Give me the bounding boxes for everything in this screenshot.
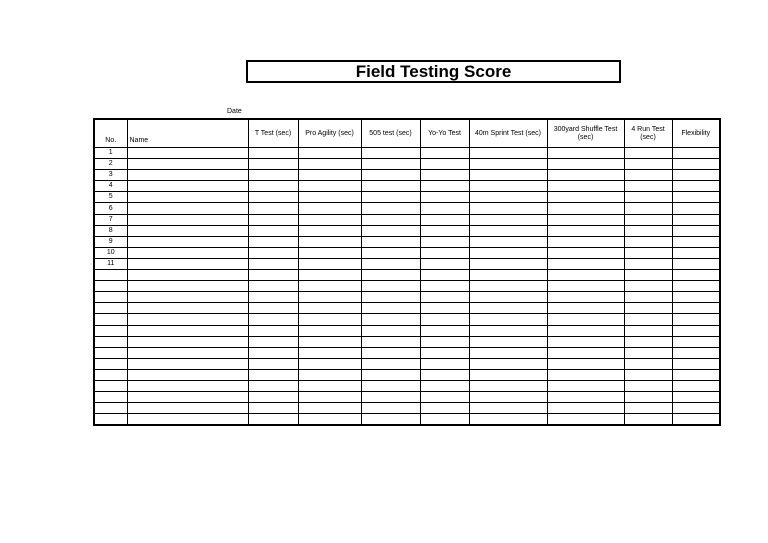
table-row: [94, 214, 720, 225]
table-cell[interactable]: [624, 159, 672, 170]
table-cell[interactable]: [624, 403, 672, 414]
table-cell[interactable]: [361, 325, 420, 336]
table-cell[interactable]: [624, 303, 672, 314]
table-cell[interactable]: [469, 303, 547, 314]
table-row: [94, 303, 720, 314]
row-number: [94, 314, 127, 325]
table-cell[interactable]: [420, 192, 469, 203]
table-cell[interactable]: [547, 148, 624, 159]
table-cell[interactable]: [547, 314, 624, 325]
date-label: Date: [227, 108, 242, 115]
table-cell[interactable]: [624, 236, 672, 247]
table-cell[interactable]: [298, 192, 361, 203]
table-row: [94, 225, 720, 236]
table-cell[interactable]: [547, 414, 624, 426]
table-cell[interactable]: [547, 281, 624, 292]
table-cell[interactable]: [547, 170, 624, 181]
row-number: 7: [94, 214, 127, 225]
column-header-t-test: T Test (sec): [248, 119, 298, 148]
table-cell[interactable]: [672, 203, 720, 214]
column-header-505-test: 505 test (sec): [361, 119, 420, 148]
table-cell[interactable]: [298, 414, 361, 426]
table-cell[interactable]: [420, 325, 469, 336]
table-cell[interactable]: [248, 380, 298, 391]
table-cell[interactable]: [624, 148, 672, 159]
table-row: [94, 336, 720, 347]
table-cell[interactable]: [248, 392, 298, 403]
row-number: [94, 403, 127, 414]
table-cell[interactable]: [248, 270, 298, 281]
table-row: [94, 148, 720, 159]
table-cell[interactable]: [361, 347, 420, 358]
table-cell[interactable]: [127, 380, 248, 391]
table-row: [94, 192, 720, 203]
table-cell[interactable]: [298, 358, 361, 369]
table-row: [94, 159, 720, 170]
table-cell[interactable]: [298, 203, 361, 214]
table-cell[interactable]: [624, 170, 672, 181]
row-number: [94, 325, 127, 336]
row-number: [94, 369, 127, 380]
table-cell[interactable]: [298, 292, 361, 303]
table-cell[interactable]: [624, 258, 672, 269]
table-cell[interactable]: [361, 192, 420, 203]
table-cell[interactable]: [127, 192, 248, 203]
table-cell[interactable]: [248, 414, 298, 426]
table-row: [94, 325, 720, 336]
table-cell[interactable]: [127, 403, 248, 414]
row-number: 10: [94, 247, 127, 258]
table-cell[interactable]: [298, 369, 361, 380]
row-number: [94, 358, 127, 369]
table-cell[interactable]: [248, 303, 298, 314]
table-cell[interactable]: [624, 192, 672, 203]
row-number: 2: [94, 159, 127, 170]
table-cell[interactable]: [624, 292, 672, 303]
table-cell[interactable]: [127, 258, 248, 269]
table-cell[interactable]: [127, 214, 248, 225]
table-cell[interactable]: [469, 392, 547, 403]
table-cell[interactable]: [672, 214, 720, 225]
table-cell[interactable]: [248, 225, 298, 236]
table-cell[interactable]: [547, 325, 624, 336]
table-cell[interactable]: [469, 270, 547, 281]
table-row: [94, 369, 720, 380]
table-cell[interactable]: [547, 247, 624, 258]
table-cell[interactable]: [547, 181, 624, 192]
table-cell[interactable]: [672, 358, 720, 369]
table-cell[interactable]: [469, 148, 547, 159]
table-cell[interactable]: [420, 347, 469, 358]
table-cell[interactable]: [127, 336, 248, 347]
table-cell[interactable]: [624, 369, 672, 380]
table-cell[interactable]: [298, 403, 361, 414]
table-cell[interactable]: [361, 236, 420, 247]
row-number: 4: [94, 181, 127, 192]
table-cell[interactable]: [298, 303, 361, 314]
table-cell[interactable]: [547, 380, 624, 391]
column-header-name: Name: [127, 119, 248, 148]
table-cell[interactable]: [248, 369, 298, 380]
table-cell[interactable]: [248, 181, 298, 192]
table-cell[interactable]: [672, 281, 720, 292]
table-cell[interactable]: [361, 369, 420, 380]
table-cell[interactable]: [248, 403, 298, 414]
column-header-300yard-shuffle: 300yard Shuffle Test (sec): [547, 119, 624, 148]
table-cell[interactable]: [420, 414, 469, 426]
sheet-title-text: Field Testing Score: [355, 61, 512, 81]
table-cell[interactable]: [672, 292, 720, 303]
table-cell[interactable]: [248, 281, 298, 292]
table-cell[interactable]: [298, 314, 361, 325]
table-cell[interactable]: [547, 303, 624, 314]
table-cell[interactable]: [672, 314, 720, 325]
table-cell[interactable]: [469, 292, 547, 303]
table-cell[interactable]: [547, 403, 624, 414]
row-number: [94, 347, 127, 358]
table-cell[interactable]: [547, 336, 624, 347]
table-cell[interactable]: [420, 336, 469, 347]
table-cell[interactable]: [624, 314, 672, 325]
table-cell[interactable]: [672, 347, 720, 358]
table-cell[interactable]: [469, 181, 547, 192]
table-cell[interactable]: [361, 414, 420, 426]
table-row: [94, 358, 720, 369]
table-cell[interactable]: [672, 247, 720, 258]
table-cell[interactable]: [469, 358, 547, 369]
table-cell[interactable]: [420, 369, 469, 380]
table-row: [94, 270, 720, 281]
table-cell[interactable]: [127, 325, 248, 336]
table-cell[interactable]: [420, 170, 469, 181]
table-cell[interactable]: [127, 303, 248, 314]
table-cell[interactable]: [298, 392, 361, 403]
table-cell[interactable]: [127, 270, 248, 281]
table-cell[interactable]: [624, 270, 672, 281]
table-cell[interactable]: [298, 170, 361, 181]
table-cell[interactable]: [624, 203, 672, 214]
table-cell[interactable]: [420, 258, 469, 269]
table-cell[interactable]: [547, 214, 624, 225]
table-cell[interactable]: [248, 148, 298, 159]
table-cell[interactable]: [672, 225, 720, 236]
table-cell[interactable]: [547, 192, 624, 203]
table-cell[interactable]: [420, 314, 469, 325]
table-cell[interactable]: [248, 336, 298, 347]
table-cell[interactable]: [624, 336, 672, 347]
table-cell[interactable]: [361, 181, 420, 192]
row-number: 11: [94, 258, 127, 269]
table-cell[interactable]: [672, 159, 720, 170]
table-cell[interactable]: [298, 258, 361, 269]
table-row: [94, 347, 720, 358]
table-row: [94, 414, 720, 426]
table-cell[interactable]: [469, 247, 547, 258]
table-cell[interactable]: [624, 325, 672, 336]
table-cell[interactable]: [361, 203, 420, 214]
table-cell[interactable]: [127, 181, 248, 192]
table-cell[interactable]: [420, 292, 469, 303]
table-cell[interactable]: [248, 347, 298, 358]
table-cell[interactable]: [361, 392, 420, 403]
table-cell[interactable]: [420, 181, 469, 192]
table-cell[interactable]: [469, 281, 547, 292]
table-cell[interactable]: [469, 325, 547, 336]
row-number: 6: [94, 203, 127, 214]
table-cell[interactable]: [248, 214, 298, 225]
table-cell[interactable]: [248, 314, 298, 325]
table-cell[interactable]: [420, 380, 469, 391]
column-header-4-run-test: 4 Run Test (sec): [624, 119, 672, 148]
table-cell[interactable]: [672, 380, 720, 391]
score-table: [93, 118, 721, 426]
table-cell[interactable]: [547, 258, 624, 269]
table-cell[interactable]: [469, 159, 547, 170]
table-cell[interactable]: [469, 203, 547, 214]
table-cell[interactable]: [420, 392, 469, 403]
table-cell[interactable]: [248, 203, 298, 214]
table-cell[interactable]: [298, 281, 361, 292]
table-cell[interactable]: [624, 380, 672, 391]
table-cell[interactable]: [127, 159, 248, 170]
table-cell[interactable]: [298, 347, 361, 358]
table-cell[interactable]: [361, 292, 420, 303]
table-row: [94, 403, 720, 414]
table-cell[interactable]: [672, 325, 720, 336]
table-row: [94, 314, 720, 325]
sheet-title: [246, 60, 621, 83]
table-cell[interactable]: [469, 314, 547, 325]
table-cell[interactable]: [248, 247, 298, 258]
table-cell[interactable]: [420, 159, 469, 170]
table-cell[interactable]: [672, 258, 720, 269]
table-cell[interactable]: [298, 236, 361, 247]
table-cell[interactable]: [420, 358, 469, 369]
table-cell[interactable]: [469, 347, 547, 358]
table-cell[interactable]: [127, 203, 248, 214]
row-number: 3: [94, 170, 127, 181]
table-cell[interactable]: [298, 159, 361, 170]
table-cell[interactable]: [248, 236, 298, 247]
table-row: [94, 247, 720, 258]
table-cell[interactable]: [547, 236, 624, 247]
table-cell[interactable]: [469, 380, 547, 391]
table-cell[interactable]: [127, 369, 248, 380]
row-number: 1: [94, 148, 127, 159]
table-cell[interactable]: [361, 314, 420, 325]
row-number: [94, 303, 127, 314]
table-cell[interactable]: [298, 325, 361, 336]
table-cell[interactable]: [624, 414, 672, 426]
row-number: [94, 392, 127, 403]
table-cell[interactable]: [361, 380, 420, 391]
table-cell[interactable]: [624, 347, 672, 358]
table-cell[interactable]: [624, 214, 672, 225]
table-cell[interactable]: [127, 236, 248, 247]
table-cell[interactable]: [298, 270, 361, 281]
column-header-no: No.: [94, 119, 127, 148]
table-cell[interactable]: [420, 303, 469, 314]
table-cell[interactable]: [469, 258, 547, 269]
table-cell[interactable]: [127, 170, 248, 181]
table-cell[interactable]: [248, 258, 298, 269]
row-number: [94, 292, 127, 303]
table-cell[interactable]: [248, 192, 298, 203]
table-cell[interactable]: [420, 281, 469, 292]
table-cell[interactable]: [361, 148, 420, 159]
table-row: [94, 281, 720, 292]
row-number: 8: [94, 225, 127, 236]
table-cell[interactable]: [547, 203, 624, 214]
row-number: 9: [94, 236, 127, 247]
table-cell[interactable]: [420, 214, 469, 225]
table-row: [94, 380, 720, 391]
table-cell[interactable]: [127, 414, 248, 426]
table-cell[interactable]: [547, 270, 624, 281]
table-cell[interactable]: [298, 148, 361, 159]
row-number: 5: [94, 192, 127, 203]
table-cell[interactable]: [624, 358, 672, 369]
table-cell[interactable]: [298, 181, 361, 192]
table-cell[interactable]: [127, 148, 248, 159]
table-cell[interactable]: [298, 214, 361, 225]
table-cell[interactable]: [672, 303, 720, 314]
table-cell[interactable]: [361, 214, 420, 225]
table-cell[interactable]: [420, 236, 469, 247]
table-cell[interactable]: [127, 358, 248, 369]
row-number: [94, 270, 127, 281]
table-cell[interactable]: [361, 225, 420, 236]
table-cell[interactable]: [248, 159, 298, 170]
table-cell[interactable]: [127, 392, 248, 403]
table-cell[interactable]: [361, 258, 420, 269]
table-cell[interactable]: [672, 392, 720, 403]
table-cell[interactable]: [127, 347, 248, 358]
table-row: [94, 181, 720, 192]
table-row: [94, 170, 720, 181]
table-cell[interactable]: [624, 225, 672, 236]
table-cell[interactable]: [624, 247, 672, 258]
table-cell[interactable]: [298, 225, 361, 236]
row-number: [94, 336, 127, 347]
table-cell[interactable]: [469, 214, 547, 225]
table-cell[interactable]: [469, 414, 547, 426]
table-cell[interactable]: [672, 170, 720, 181]
column-header-40m-sprint: 40m Sprint Test (sec): [469, 119, 547, 148]
table-cell[interactable]: [361, 247, 420, 258]
table-cell[interactable]: [420, 247, 469, 258]
table-cell[interactable]: [361, 270, 420, 281]
table-cell[interactable]: [469, 192, 547, 203]
table-cell[interactable]: [361, 159, 420, 170]
table-cell[interactable]: [547, 369, 624, 380]
table-cell[interactable]: [547, 292, 624, 303]
table-cell[interactable]: [672, 369, 720, 380]
table-cell[interactable]: [248, 358, 298, 369]
table-cell[interactable]: [547, 358, 624, 369]
table-cell[interactable]: [469, 369, 547, 380]
table-row: [94, 258, 720, 269]
table-cell[interactable]: [469, 225, 547, 236]
table-cell[interactable]: [469, 336, 547, 347]
table-cell[interactable]: [547, 225, 624, 236]
table-cell[interactable]: [672, 403, 720, 414]
table-cell[interactable]: [469, 170, 547, 181]
table-cell[interactable]: [672, 181, 720, 192]
table-cell[interactable]: [298, 247, 361, 258]
table-cell[interactable]: [361, 358, 420, 369]
table-cell[interactable]: [547, 392, 624, 403]
table-cell[interactable]: [547, 159, 624, 170]
table-cell[interactable]: [420, 225, 469, 236]
table-cell[interactable]: [361, 170, 420, 181]
table-cell[interactable]: [420, 148, 469, 159]
table-cell[interactable]: [127, 292, 248, 303]
table-cell[interactable]: [127, 225, 248, 236]
column-header-pro-agility: Pro Agility (sec): [298, 119, 361, 148]
table-cell[interactable]: [248, 292, 298, 303]
row-number: [94, 414, 127, 426]
table-cell[interactable]: [248, 325, 298, 336]
table-cell[interactable]: [624, 392, 672, 403]
table-cell[interactable]: [547, 347, 624, 358]
table-cell[interactable]: [127, 314, 248, 325]
table-cell[interactable]: [298, 336, 361, 347]
table-cell[interactable]: [420, 403, 469, 414]
table-cell[interactable]: [361, 281, 420, 292]
table-cell[interactable]: [361, 303, 420, 314]
table-cell[interactable]: [672, 336, 720, 347]
table-row: [94, 236, 720, 247]
table-row: [94, 392, 720, 403]
table-cell[interactable]: [469, 236, 547, 247]
table-cell[interactable]: [361, 403, 420, 414]
column-header-flexibility: Flexibility: [672, 119, 720, 148]
row-number: [94, 380, 127, 391]
table-cell[interactable]: [248, 170, 298, 181]
table-cell[interactable]: [469, 403, 547, 414]
table-cell[interactable]: [361, 336, 420, 347]
table-cell[interactable]: [672, 270, 720, 281]
table-cell[interactable]: [672, 148, 720, 159]
table-cell[interactable]: [672, 192, 720, 203]
table-cell[interactable]: [127, 281, 248, 292]
table-cell[interactable]: [420, 270, 469, 281]
row-number: [94, 281, 127, 292]
table-cell[interactable]: [624, 181, 672, 192]
table-cell[interactable]: [298, 380, 361, 391]
table-row: [94, 203, 720, 214]
table-cell[interactable]: [624, 281, 672, 292]
table-cell[interactable]: [127, 247, 248, 258]
table-row: [94, 292, 720, 303]
header-row: [94, 119, 720, 148]
table-cell[interactable]: [672, 414, 720, 426]
column-header-yo-yo-test: Yo-Yo Test: [420, 119, 469, 148]
table-cell[interactable]: [420, 203, 469, 214]
table-cell[interactable]: [672, 236, 720, 247]
